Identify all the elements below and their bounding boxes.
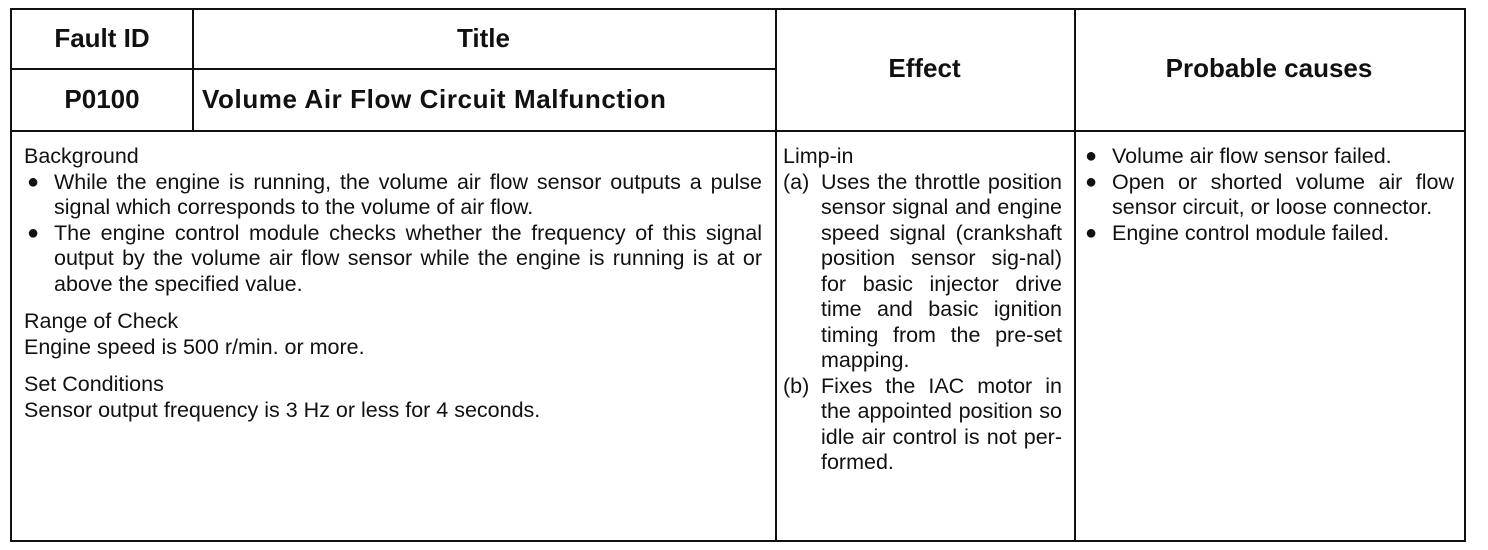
background-heading: Background (24, 144, 139, 168)
background-item: ● While the engine is running, the volume air flow sensor outputs a pulse signal which corresponds to the volume of air flow. (27, 169, 762, 219)
header-fault-id: Fault ID (54, 23, 150, 53)
cause-item: ● Engine control module failed. (1085, 220, 1390, 245)
cause-item: ● Open or shorted volume air flow sensor circuit, or loose connector. (1085, 169, 1454, 219)
set-conditions-text: Sensor output frequency is 3 Hz or less for 4 seconds. (24, 397, 541, 422)
effect-cell (783, 144, 1062, 476)
range-heading: Range of Check (24, 309, 179, 333)
effect-item-label: (a) (783, 169, 810, 194)
cause-item: ● Volume air flow sensor failed. (1085, 144, 1392, 168)
divider-horizontal-header (12, 68, 775, 70)
causes-cell (1082, 144, 1454, 246)
bullet-icon: ● (27, 221, 40, 244)
bullet-icon: ● (1085, 170, 1098, 193)
bullet-icon: ● (27, 170, 40, 193)
bullet-icon: ● (1085, 145, 1098, 167)
bullet-icon: ● (1085, 221, 1098, 244)
effect-item (783, 170, 1062, 374)
divider-vertical-title-effect (775, 10, 777, 540)
divider-horizontal-body (12, 130, 1464, 132)
effect-list (783, 170, 1062, 476)
header-probable-causes: Probable causes (1165, 53, 1373, 83)
fault-id-value: P0100 (64, 84, 140, 114)
background-item: ● The engine control module checks whether the frequency of this signal output by the volume air flow sensor while the engine is running is at or above the specified value. (27, 220, 762, 296)
background-list (24, 170, 762, 298)
set-conditions-heading: Set Conditions (24, 372, 164, 396)
effect-heading: Limp-in (783, 144, 854, 168)
effect-item-text: Fixes the IAC motor in the appointed position so idle air control is not per-formed. (821, 373, 1062, 474)
range-text: Engine speed is 500 r/min. or more. (24, 334, 365, 359)
effect-item (783, 374, 1062, 476)
header-title: Title (457, 23, 510, 53)
header-effect: Effect (888, 53, 961, 83)
effect-item-text: Uses the throttle position sensor signal and engine speed signal (crankshaft position sensor sig-nal) for basic injector drive time and basic ignition timing from the pre-set mapping. (821, 169, 1062, 372)
fault-title-value: Volume Air Flow Circuit Malfunction (202, 84, 667, 114)
fault-table (10, 8, 1466, 542)
divider-vertical-effect-causes (1074, 10, 1076, 540)
causes-list (1082, 144, 1454, 246)
effect-item-label: (b) (783, 373, 810, 398)
description-cell (24, 144, 762, 423)
